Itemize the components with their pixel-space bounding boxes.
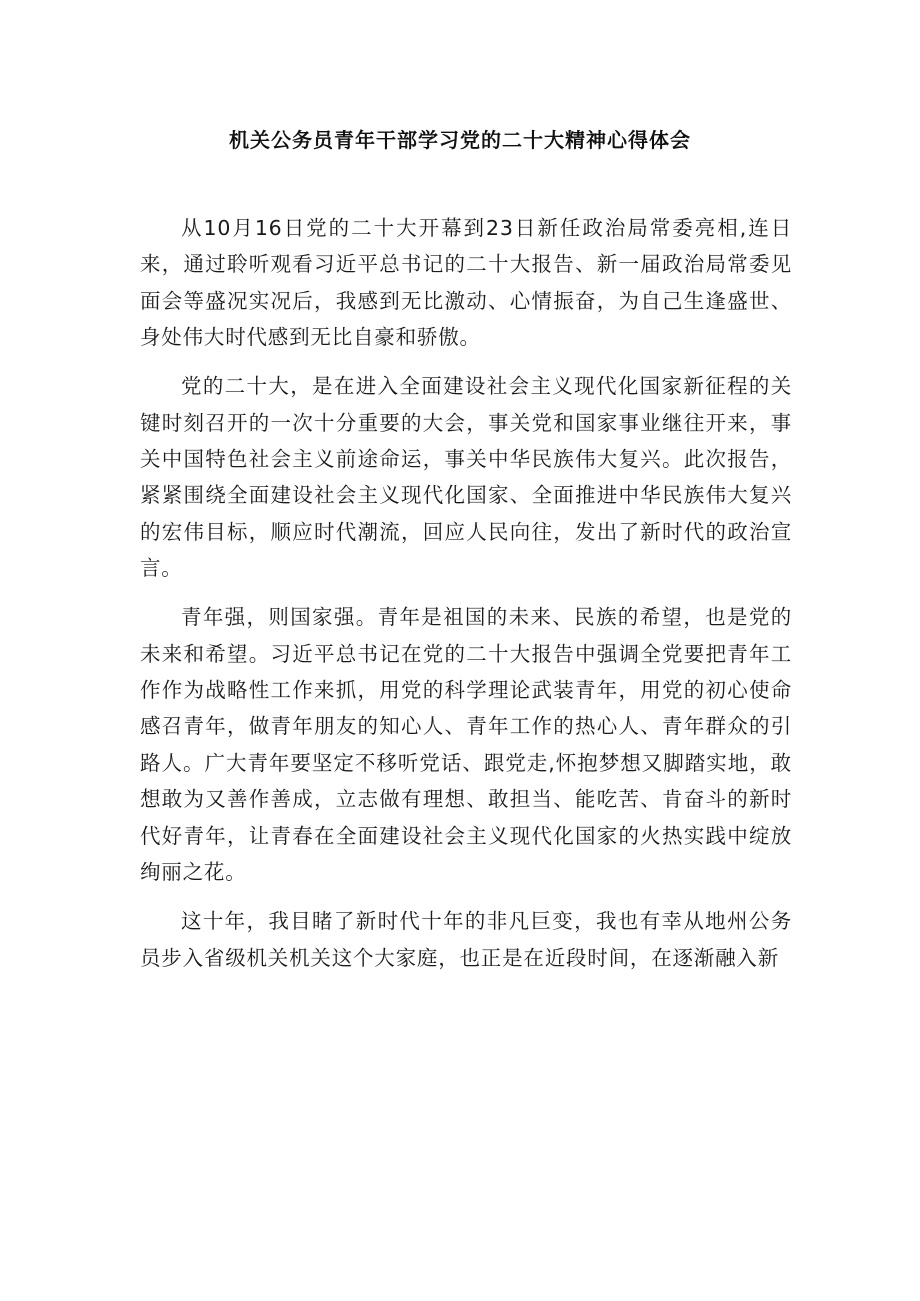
paragraph-3: 青年强，则国家强。青年是祖国的未来、民族的希望，也是党的未来和希望。习近平总书记在党的二十大报告中强调全党要把青年工作作为战略性工作来抓，用党的科学理论武装青年，用党的初心使命感召青年，做青年朋友的知心人、青年工作的热心人、青年群众的引路人。广大青年要坚定不移听党话、跟党走,怀抱梦想又脚踏实地，敢想敢为又善作善成，立志做有理想、敢担当、能吃苦、肯奋斗的新时代好青年，让青春在全面建设社会主义现代化国家的火热实践中绽放绚丽之花。 [140,605,792,885]
paragraph-4: 这十年，我目睹了新时代十年的非凡巨变，我也有幸从地州公务员步入省级机关机关这个大家庭，也正是在近段时间，在逐渐融入新 [140,909,792,970]
paragraph-2: 党的二十大，是在进入全面建设社会主义现代化国家新征程的关键时刻召开的一次十分重要的大会，事关党和国家事业继往开来，事关中国特色社会主义前途命运，事关中华民族伟大复兴。此次报告，紧紧围绕全面建设社会主义现代化国家、全面推进中华民族伟大复兴的宏伟目标，顺应时代潮流，回应人民向往，发出了新时代的政治宣言。 [140,374,792,581]
paragraph-1: 从10月16日党的二十大开幕到23日新任政治局常委亮相,连日来，通过聆听观看习近平总书记的二十大报告、新一届政治局常委见面会等盛况实况后，我感到无比激动、心情振奋，为自己生逢盛世、身处伟大时代感到无比自豪和骄傲。 [140,216,792,350]
document-body [140,210,792,989]
document-title: 机关公务员青年干部学习党的二十大精神心得体会 [229,128,691,152]
